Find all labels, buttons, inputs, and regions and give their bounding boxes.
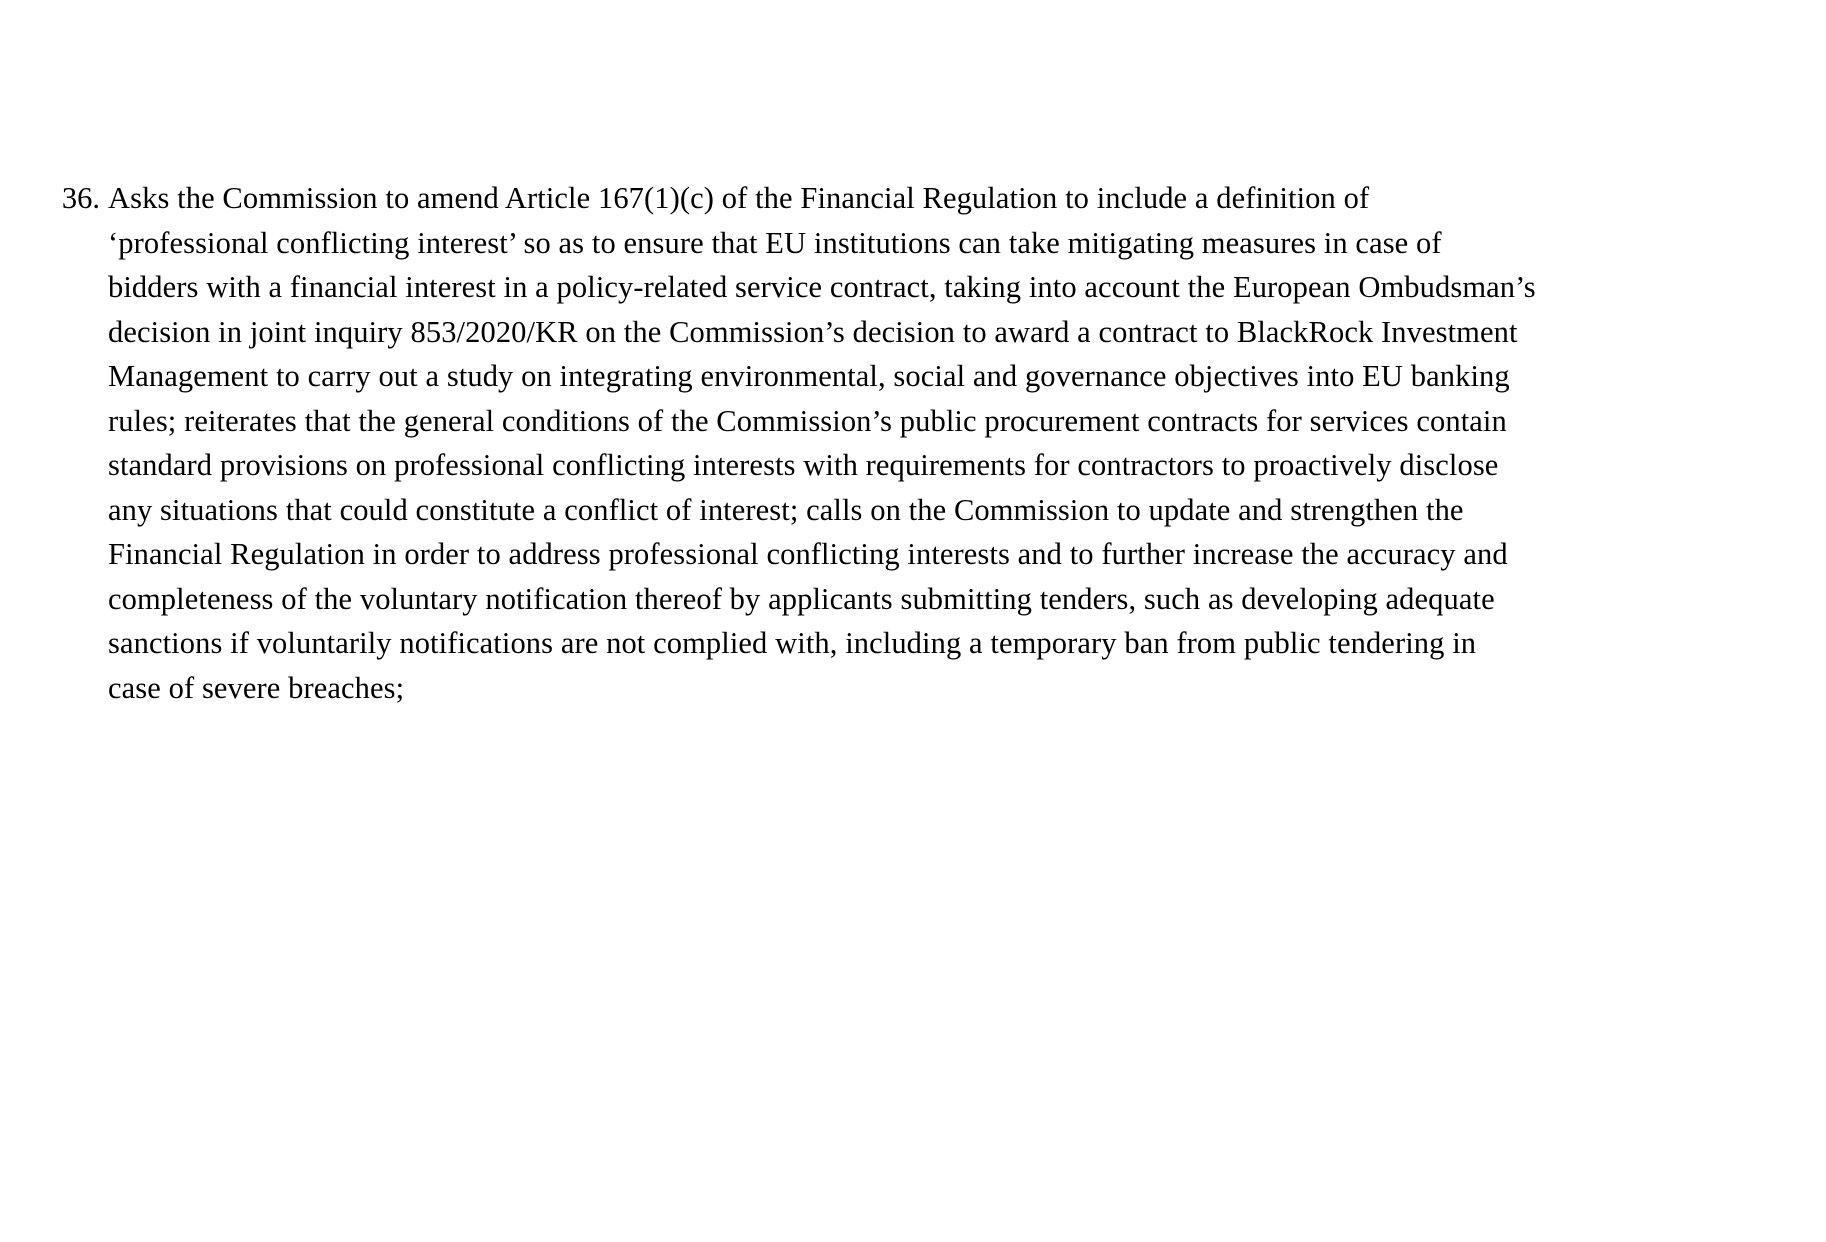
numbered-paragraph [0, 176, 1826, 710]
paragraph-text: Asks the Commission to amend Article 167(1)(c) of the Financial Regulation to include a definition of ‘professional conflicting interest’ so as to ensure that EU institutions can take mitigating measures in case of bidders with a financial interest in a policy-related service contract, taking into account the European Ombudsman’s decision in joint inquiry 853/2020/KR on the Commission’s decision to award a contract to BlackRock Investment Management to carry out a study on integrating environmental, social and governance objectives into EU banking rules; reiterates that the general conditions of the Commission’s public procurement contracts for services contain standard provisions on professional conflicting interests with requirements for contractors to proactively disclose any situations that could constitute a conflict of interest; calls on the Commission to update and strengthen the Financial Regulation in order to address professional conflicting interests and to further increase the accuracy and completeness of the voluntary notification thereof by applicants submitting tenders, such as developing adequate sanctions if voluntarily notifications are not complied with, including a temporary ban from public tendering in case of severe breaches; [108, 181, 1536, 705]
paragraph-number: 36. [61, 181, 100, 215]
